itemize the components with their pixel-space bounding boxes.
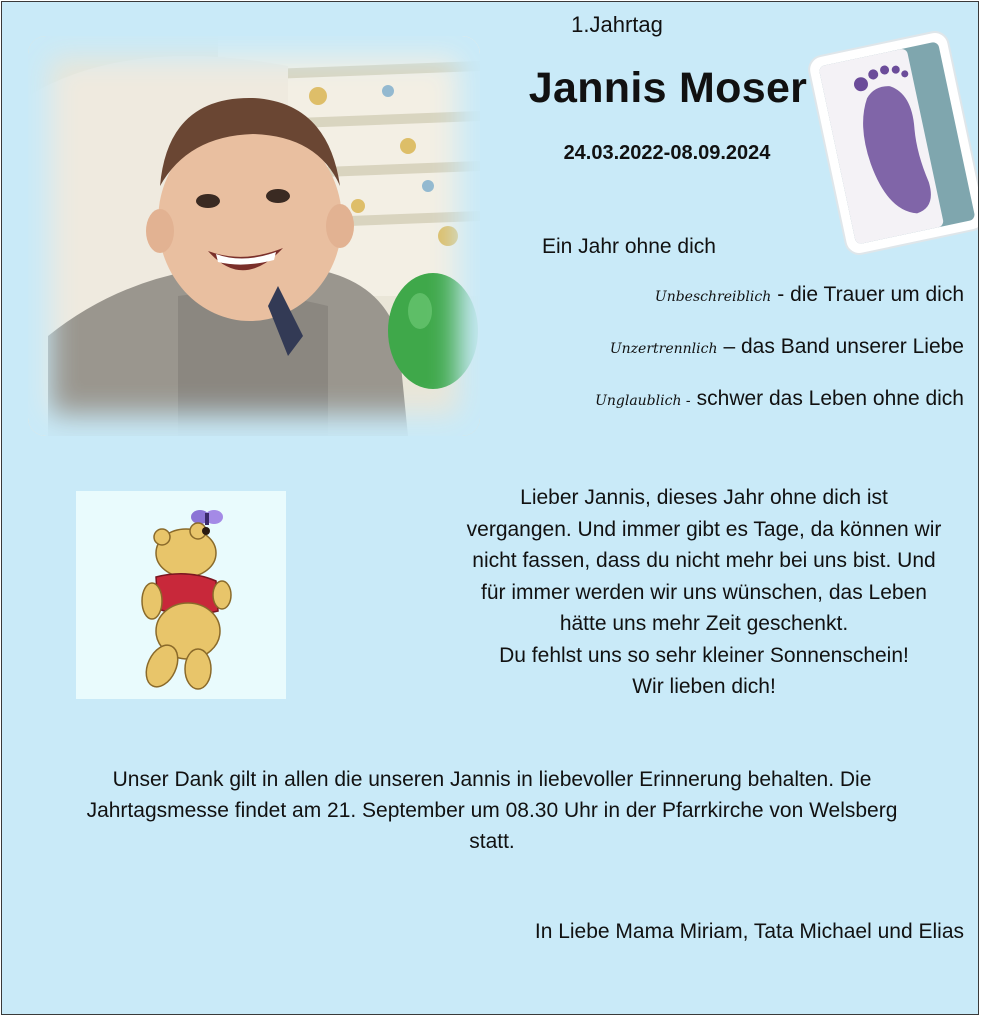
poem-line-text: - die Trauer um dich [777,283,964,306]
poem-line [610,335,964,359]
life-dates: 24.03.2022-08.09.2024 [563,142,771,164]
bear-illustration [76,491,286,699]
thanks-line: statt. [469,830,515,853]
signature: In Liebe Mama Miriam, Tata Michael und Elias [534,920,964,943]
message-line: Wir lieben dich! [632,675,776,698]
poem-script-word: Unbeschreiblich [654,289,772,305]
message-line: hätte uns mehr Zeit geschenkt. [559,612,849,635]
message-line: nicht fassen, dass du nicht mehr bei uns bist. Und [472,549,936,572]
poem-line [595,387,964,411]
message-line: Lieber Jannis, dieses Jahr ohne dich ist [520,486,888,509]
child-photo [28,36,480,436]
anniversary-label: 1.Jahrtag [571,12,663,37]
message-line: vergangen. Und immer gibt es Tage, da können wir [466,517,942,541]
thanks-and-mass-info [22,764,962,857]
poem-line [655,283,964,307]
memorial-card [1,1,979,1015]
thanks-line: Jahrtagsmesse findet am 21. September um 08.30 Uhr in der Pfarrkirche von Welsberg [86,799,898,822]
poem-script-word: Unglaublich - [595,393,691,409]
deceased-name: Jannis Moser [528,64,808,112]
poem-intro: Ein Jahr ohne dich [542,235,716,258]
message-line: Du fehlst uns so sehr kleiner Sonnenschein! [499,643,909,667]
personal-message [434,482,974,703]
footprint-image [802,25,979,262]
thanks-line: Unser Dank gilt in allen die unseren Jannis in liebevoller Erinnerung behalten. Die [112,768,872,791]
message-line: für immer werden wir uns wünschen, das Leben [481,580,927,604]
poem-line-text: – das Band unserer Liebe [723,335,964,358]
poem-script-word: Unzertrennlich [609,341,718,357]
poem-line-text: schwer das Leben ohne dich [696,387,964,410]
